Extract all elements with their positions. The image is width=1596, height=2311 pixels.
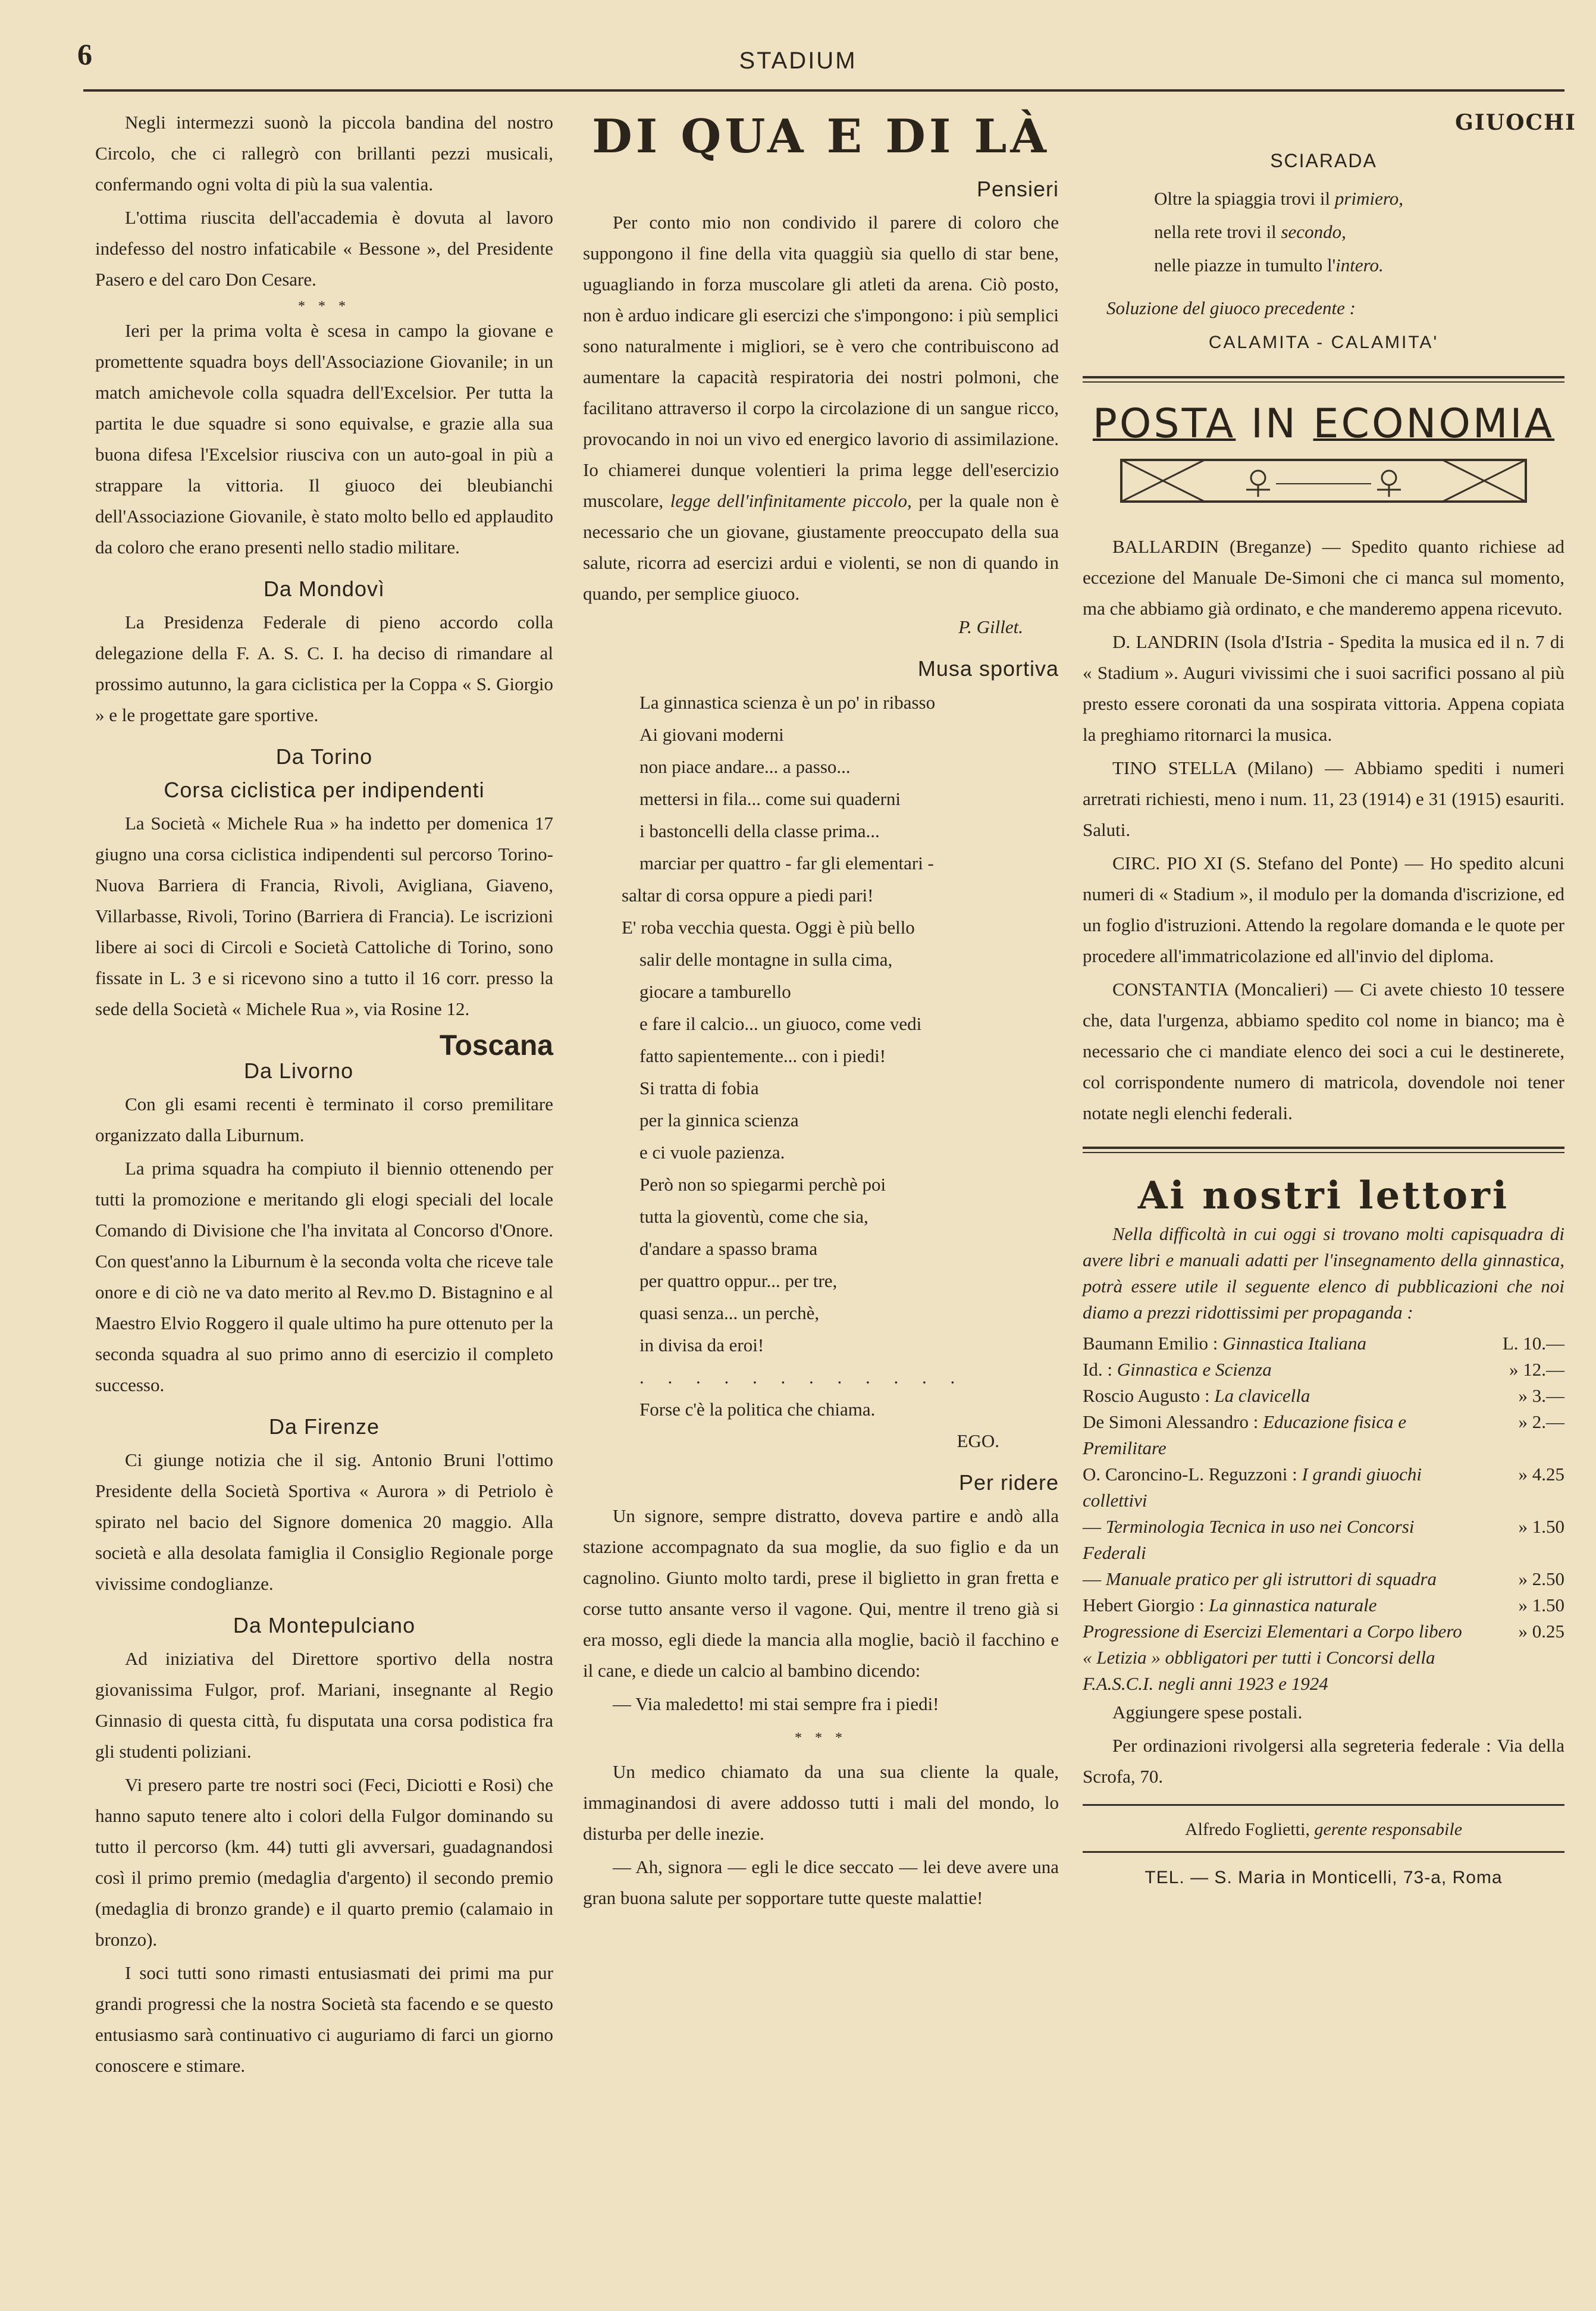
book-author: — [1083, 1516, 1106, 1537]
posta-title-word: ECONOMIA [1313, 400, 1555, 447]
author-signature: EGO. [957, 1430, 999, 1451]
footer-rule [1083, 1851, 1564, 1853]
header-rule [83, 89, 1564, 92]
verse-line [1154, 249, 1564, 282]
poem-line: e ci vuole pazienza. [639, 1142, 785, 1163]
book-title: Manuale pratico per gli istruttori di squadra [1105, 1568, 1437, 1589]
column-2 [583, 107, 1059, 1916]
column-1 [95, 107, 553, 2084]
book-entry [1083, 1330, 1564, 1357]
section-divider [1083, 1147, 1564, 1153]
paragraph: La Società « Michele Rua » ha indetto per domenica 17 giugno una corsa ciclistica indipendenti sul percorso Torino-Nuova Barriera di Francia, Rivoli, Avigliana, Giaveno, Villarbasse, Rivoli, Torino (Barriera di Francia). Le iscrizioni libere ai soci di Circoli e Società Cattoliche di Torino, sono fissate in L. 3 e si ricevono sino a tutto il 16 corr. presso la sede della Società « Michele Rua », via Rosine 12. [95, 813, 553, 1019]
book-entry [1083, 1409, 1564, 1461]
poem-line: La ginnastica scienza è un po' in ribasso [639, 692, 936, 713]
paragraph: I soci tutti sono rimasti entusiasmati dei primi ma pur grandi progressi che la nostra Società sta facendo e se questo entusiasmo sarà continuativo ci auguriamo di farci un giorno conoscere e stimare. [95, 1962, 553, 2076]
book-price: » 3.— [1518, 1385, 1564, 1406]
book-entry [1083, 1566, 1564, 1592]
book-list [1083, 1330, 1564, 1697]
poem-line: marciar per quattro - far gli elementari - [639, 853, 934, 873]
puzzle-verse [1083, 182, 1564, 282]
book-title: Terminologia Tecnica in uso nei Concorsi Federali [1083, 1516, 1415, 1563]
poem-ellipsis: . . . . . . . . . . . . [639, 1367, 965, 1388]
section-heading: Per ridere [958, 1470, 1059, 1495]
poem-line: Ai giovani moderni [639, 724, 784, 745]
book-text [1083, 1566, 1475, 1592]
paragraph: Un medico chiamato da una sua cliente la quale, immaginandosi di avere addosso tutti i mali del mondo, lo disturba per delle inezie. [583, 1761, 1059, 1844]
poem-line: E' roba vecchia questa. Oggi è più bello [622, 917, 915, 938]
book-price: » 2.— [1518, 1411, 1564, 1432]
solution-answer: CALAMITA - CALAMITA' [1208, 333, 1439, 352]
section-heading: Pensieri [976, 177, 1059, 201]
poem-line: Si tratta di fobia [639, 1078, 759, 1098]
puzzle-heading: SCIARADA [1270, 150, 1377, 171]
book-entry [1083, 1357, 1564, 1383]
book-author: — [1083, 1568, 1106, 1589]
section-heading: Da Mondovì [263, 577, 385, 601]
book-title: Ginnastica e Scienza [1117, 1359, 1272, 1380]
section-heading: Da Montepulciano [233, 1613, 416, 1637]
book-text [1083, 1514, 1475, 1566]
printer-line: TEL. — S. Maria in Monticelli, 73-a, Roma [1145, 1868, 1503, 1887]
paragraph: Ieri per la prima volta è scesa in campo la giovane e promettente squadra boys dell'Associazione Giovanile; in un match amichevole colla squadra dell'Excelsior. Per tutta la partita le due squadre si sono equivalse, e grazie alla sua buona difesa l'Excelsior riusciva con un auto-goal in più a strappare la vittoria. Il giuoco dei bleubianchi dell'Associazione Giovanile, è stato molto bello ed applaudito da coloro che erano presenti nello stadio militare. [95, 320, 553, 558]
poem-line: e fare il calcio... un giuoco, come vedi [639, 1013, 922, 1034]
note: Aggiungere spese postali. [1112, 1702, 1303, 1723]
poem-line: non piace andare... a passo... [639, 756, 851, 777]
book-price: » 0.25 [1518, 1621, 1564, 1642]
paragraph: L'ottima riuscita dell'accademia è dovuta al lavoro indefesso del nostro infaticabile « Bessone », del Presidente Pasero e del caro Don Cesare. [95, 207, 553, 290]
paragraph: Ad iniziativa del Direttore sportivo della nostra giovanissima Fulgor, prof. Mariani, insegnante al Regio Ginnasio di questa città, fu disputata una corsa podistica fra gli studenti poliziani. [95, 1648, 553, 1762]
section-separator: * * * [298, 299, 350, 314]
paragraph-text: Per conto mio non condivido il parere di coloro che suppongono il fine della vita quaggiù sia quello di star bene, uguagliando in forza muscolare gli atleti da arena. Ciò posto, non è arduo indicare gli esercizi che s'impongono: i più semplici sono naturalmente i migliori, se è vero che contribuiscono ad aumentare la capacità respiratoria dei nostri polmoni, che facilitano attraverso il corpo la circolazione di un sangue ricco, provocando in noi un vivo ed energico lavorio di assimilazione. Io chiamerei dunque volentieri la prima legge dell'esercizio muscolare, [583, 212, 1059, 511]
book-author: Roscio Augusto : [1083, 1385, 1215, 1406]
page-number: 6 [77, 37, 92, 71]
book-text [1083, 1330, 1475, 1357]
poem-line: giocare a tamburello [639, 981, 791, 1002]
book-author: Hebert Giorgio : [1083, 1595, 1209, 1615]
manager-role: gerente responsabile [1314, 1820, 1463, 1839]
mail-entry: TINO STELLA (Milano) — Abbiamo spediti i numeri arretrati richiesti, meno i num. 11, 23 (1914) e 31 (1915) esauriti. Saluti. [1083, 757, 1564, 840]
manager-name: Alfredo Foglietti, [1184, 1820, 1315, 1839]
poem-line: per quattro oppur... per tre, [639, 1270, 838, 1291]
book-text [1083, 1409, 1475, 1461]
verse-line [1154, 182, 1564, 215]
paragraph: Vi presero parte tre nostri soci (Feci, Diciotti e Rosi) che hanno saputo tenere alto i colori della Fulgor dominando su tutto il percorso (km. 44) tutti gli avversari, guadagnandosi così il primo premio (medaglia d'argento) il secondo premio (medaglia di bronzo grande) e il quarto premio (calamaio in bronzo). [95, 1774, 553, 1950]
section-heading: Da Firenze [268, 1414, 380, 1439]
section-separator: * * * [795, 1730, 847, 1746]
verse-keyword: primiero, [1334, 188, 1404, 209]
book-entry [1083, 1514, 1564, 1566]
book-entry [1083, 1618, 1564, 1697]
book-author: Id. : [1083, 1359, 1117, 1380]
responsible-manager [1083, 1814, 1564, 1845]
posta-title-word: IN [1250, 400, 1298, 447]
poem [583, 687, 1059, 1426]
book-price: » 1.50 [1518, 1516, 1564, 1537]
italic-phrase: legge dell'infinitamente piccolo, [670, 490, 912, 511]
poem-line: saltar di corsa oppure a piedi pari! [622, 885, 874, 906]
book-title: La clavicella [1214, 1385, 1310, 1406]
mail-entry: D. LANDRIN (Isola d'Istria - Spedita la musica ed il n. 7 di « Stadium ». Auguri vivissimi che i suoi sacrifici possano al più presto essere coronati da una sospirata vittoria. Appena copiata la preghiamo ritornarci la musica. [1083, 631, 1564, 745]
mail-entry: CONSTANTIA (Moncalieri) — Ci avete chiesto 10 tessere che, data l'urgenza, abbiamo spedito col nome in bianco; ma è necessario che ci mandiate elenco dei soci a cui le destinerete, col corrispondente numero di matricola, dovendole noi tener notate negli elenchi federali. [1083, 979, 1564, 1123]
author-signature: P. Gillet. [958, 616, 1023, 637]
paragraph: Un signore, sempre distratto, doveva partire e andò alla stazione accompagnato da sua moglie, da suo figlio e da un cagnolino. Giunto molto tardi, prese il biglietto in gran fretta e corse tutto ansante verso il vagone. Qui, mentre il treno già si era mosso, egli diede la mancia alla moglie, baciò il facchino e il cane, e diede un calcio al bambino dicendo: [583, 1505, 1059, 1681]
book-entry [1083, 1461, 1564, 1514]
poem-line: mettersi in fila... come sui quaderni [639, 788, 901, 809]
mail-entry: CIRC. PIO XI (S. Stefano del Ponte) — Ho spedito alcuni numeri di « Stadium », il modulo per la domanda d'iscrizione, ed un foglio d'istruzioni. Attendo la regolare domanda e le quote per procedere all'immatricolazione ed all'invio del diploma. [1083, 853, 1564, 966]
section-divider [1083, 376, 1564, 383]
paragraph: — Ah, signora — egli le dice seccato — lei deve avere una gran buona salute per sopportare tutte queste malattie! [583, 1856, 1059, 1908]
book-title: La ginnastica naturale [1209, 1595, 1377, 1615]
section-heading: Da Torino [275, 744, 373, 769]
book-price: L. 10.— [1502, 1333, 1564, 1354]
solution-label: Soluzione del giuoco precedente : [1106, 298, 1356, 318]
section-label: GIUOCHI [1455, 110, 1576, 135]
poem-line: i bastoncelli della classe prima... [639, 821, 880, 841]
column-title: DI QUA E DI LÀ [592, 109, 1050, 164]
book-price: » 2.50 [1518, 1568, 1564, 1589]
paragraph-text: per la quale non è necessario che un giovane, giustamente preoccupato della sua salute, ricorra ad esercizi ardui e violenti, se non di quando in quando, per semplice giuoco. [583, 490, 1059, 604]
verse-line [1154, 215, 1564, 249]
paragraph: La prima squadra ha compiuto il biennio ottenendo per tutti la promozione e meritando gli elogi speciali del locale Comando di Divisione che l'ha invitata al Concorso d'Onore. Con quest'anno la Liburnum è la seconda volta che riceve tale onore e di ciò ne va dato merito al Rev.mo D. Bistagnino e al Maestro Elvio Roggero il quale ultimo ha pure ottenuto per la seconda squadra al suo primo anno di esercizio il completo successo. [95, 1158, 553, 1395]
book-title: I grandi giuochi collettivi [1083, 1464, 1422, 1511]
book-title: Educazione fisica e Premilitare [1083, 1411, 1407, 1458]
book-entry [1083, 1383, 1564, 1409]
posta-illustration [1115, 454, 1532, 508]
posta-title-word: POSTA [1092, 400, 1236, 447]
book-text [1083, 1383, 1475, 1409]
poem-line: tutta la gioventù, come che sia, [639, 1206, 868, 1227]
book-price: » 1.50 [1518, 1595, 1564, 1615]
book-text [1083, 1357, 1475, 1383]
masthead: STADIUM [739, 48, 857, 74]
poem-line: Forse c'è la politica che chiama. [639, 1399, 876, 1420]
paragraph: Ci giunge notizia che il sig. Antonio Bruni l'ottimo Presidente della Società Sportiva « Aurora » di Petriolo è spirato nel bacio del Signore domenica 20 maggio. Alla società e alla desolata famiglia il Consiglio Regionale porge vivissime condoglianze. [95, 1449, 553, 1594]
footer-rule [1083, 1804, 1564, 1806]
lettori-title: Ai nostri lettori [1137, 1173, 1510, 1218]
region-heading: Toscana [439, 1030, 553, 1061]
book-title: Progressione di Esercizi Elementari a Corpo libero « Letizia » obbligatori per tutti i Concorsi della F.A.S.C.I. negli anni 1923 e 1924 [1083, 1621, 1462, 1694]
mail-entry: BALLARDIN (Breganze) — Spedito quanto richiese ad eccezione del Manuale De-Simoni che ci manca sul momento, ma che abbiamo già ordinato, e che manderemo appena ricevuto. [1083, 536, 1564, 619]
paragraph [583, 207, 1059, 609]
book-price: » 12.— [1509, 1359, 1564, 1380]
book-text [1083, 1618, 1475, 1697]
section-heading: Musa sportiva [917, 656, 1059, 681]
paragraph: La Presidenza Federale di pieno accordo colla delegazione della F. A. S. C. I. ha deciso di rimandare al prossimo autunno, la gara ciclistica per la Coppa « S. Giorgio » e le progettate gare sportive. [95, 612, 553, 725]
section-heading: Da Livorno [244, 1059, 354, 1083]
note: Per ordinazioni rivolgersi alla segreteria federale : Via della Scrofa, 70. [1083, 1735, 1564, 1787]
poem-line: fatto sapientemente... con i piedi! [639, 1045, 886, 1066]
poem-line: per la ginnica scienza [639, 1110, 799, 1131]
verse-text: Oltre la spiaggia trovi il [1154, 188, 1335, 209]
book-price: » 4.25 [1518, 1464, 1564, 1485]
verse-keyword: secondo, [1281, 221, 1346, 242]
lettori-intro: Nella difficoltà in cui oggi si trovano molti capisquadra di avere libri e manuali adatti per l'insegnamento della ginnastica, potrà essere utile il seguente elenco di pubblicazioni che noi diamo a prezzi ridottissimi per propaganda : [1083, 1223, 1564, 1323]
column-3 [1083, 107, 1576, 1893]
book-title: Ginnastica Italiana [1222, 1333, 1367, 1354]
posta-title [1083, 400, 1564, 448]
book-entry [1083, 1592, 1564, 1618]
book-text [1083, 1592, 1475, 1618]
section-subheading: Corsa ciclistica per indipendenti [164, 778, 485, 802]
paragraph: Negli intermezzi suonò la piccola bandina del nostro Circolo, che ci rallegrò con brillanti pezzi musicali, confermando ogni volta di più la sua valentia. [95, 112, 553, 195]
verse-text: nella rete trovi il [1154, 221, 1281, 242]
book-author: Baumann Emilio : [1083, 1333, 1223, 1354]
verse-keyword: intero. [1335, 255, 1384, 275]
book-text [1083, 1461, 1475, 1514]
poem-line: quasi senza... un perchè, [639, 1302, 820, 1323]
verse-text: nelle piazze in tumulto l' [1154, 255, 1336, 275]
paragraph: — Via maledetto! mi stai sempre fra i piedi! [613, 1693, 939, 1714]
book-author: O. Caroncino-L. Reguzzoni : [1083, 1464, 1302, 1485]
book-author: De Simoni Alessandro : [1083, 1411, 1263, 1432]
poem-line: in divisa da eroi! [639, 1335, 764, 1355]
poem-line: salir delle montagne in sulla cima, [639, 949, 893, 970]
poem-line: d'andare a spasso brama [639, 1238, 818, 1259]
poem-line: Però non so spiegarmi perchè poi [639, 1174, 886, 1195]
paragraph: Con gli esami recenti è terminato il corso premilitare organizzato dalla Liburnum. [95, 1094, 553, 1145]
